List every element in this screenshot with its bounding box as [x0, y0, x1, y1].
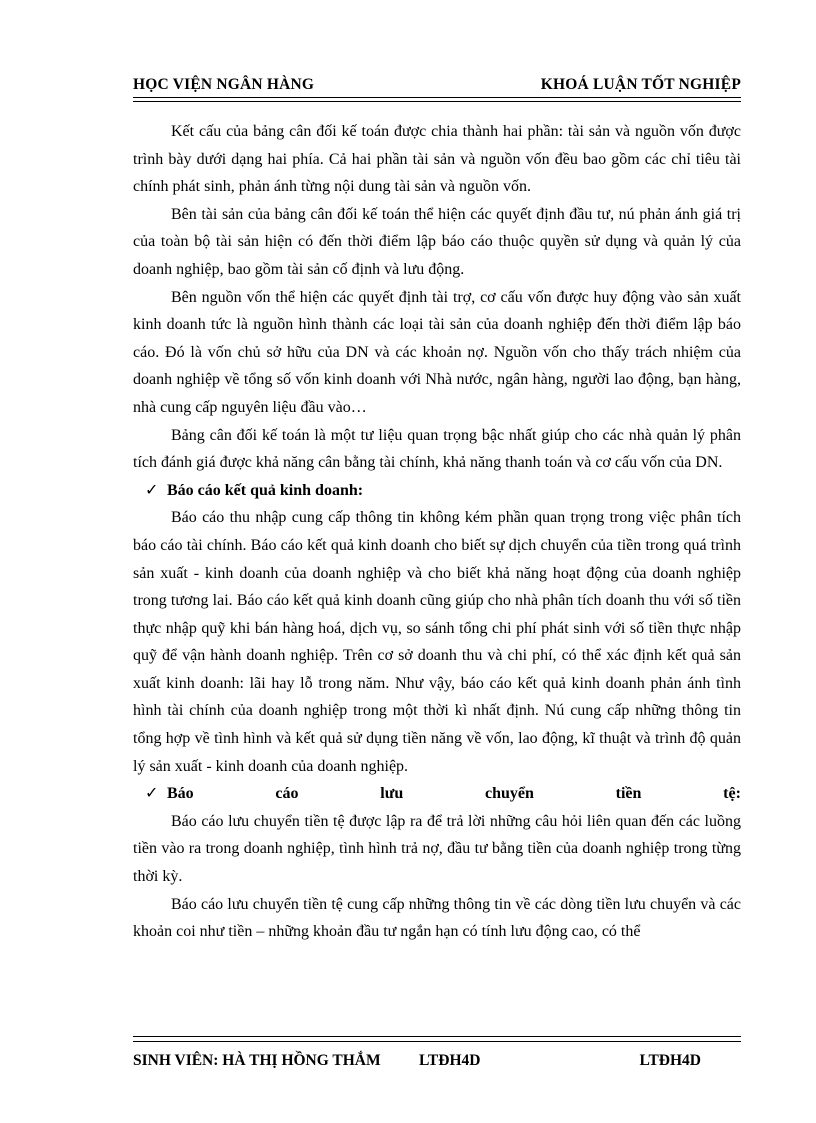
heading-word: tiền: [615, 785, 642, 803]
heading-income-statement: [133, 477, 741, 505]
paragraph-capital-side: Bên nguồn vốn thể hiện các quyết định tài trợ, cơ cấu vốn được huy động vào sản xuất kinh doanh tức là nguồn hình thành các loại tài sản của doanh nghiệp đến thời điểm lập báo cáo. Đó là vốn chủ sở hữu của DN và các khoản nợ. Nguồn vốn cho thấy trách nhiệm của doanh nghiệp về tổng số vốn kinh doanh với Nhà nước, ngân hàng, người lao động, bạn hàng, nhà cung cấp nguyên liệu đầu vào…: [133, 288, 741, 416]
heading-word: tệ:: [723, 785, 741, 803]
page-footer: [133, 1052, 741, 1076]
heading-cash-flow-statement-text: [167, 780, 741, 808]
document-body: [133, 118, 741, 946]
paragraph-cash-flow-information: Báo cáo lưu chuyển tiền tệ cung cấp những thông tin về các dòng tiền lưu chuyển và các khoản coi như tiền – những khoản đầu tư ngắn hạn có tính lưu động cao, có thể: [133, 895, 741, 941]
paragraph-balance-sheet-role: Bảng cân đối kế toán là một tư liệu quan trọng bậc nhất giúp cho các nhà quản lý phân tích đánh giá được khả năng cân bằng tài chính, khả năng thanh toán và cơ cấu vốn của DN.: [133, 426, 741, 472]
header-document-type: KHOÁ LUẬN TỐT NGHIỆP: [540, 76, 741, 93]
heading-word: chuyển: [484, 785, 534, 803]
paragraph-income-statement: Báo cáo thu nhập cung cấp thông tin không kém phần quan trọng trong việc phân tích báo cáo tài chính. Báo cáo kết quả kinh doanh cho biết sự dịch chuyển của tiền trong quá trình sản xuất - kinh doanh của doanh nghiệp và cho biết khả năng hoạt động của doanh nghiệp trong tương lai. Báo cáo kết quả kinh doanh cũng giúp cho nhà phân tích doanh thu với số tiền thực nhập quỹ khi bán hàng hoá, dịch vụ, so sánh tổng chi phí phát sinh với số tiền thực nhập quỹ để vận hành doanh nghiệp. Trên cơ sở doanh thu và chi phí, có thể xác định kết quả sản xuất kinh doanh: lãi hay lỗ trong năm. Như vậy, báo cáo kết quả kinh doanh phản ánh tình hình tài chính của doanh nghiệp trong một thời kì nhất định. Nú cung cấp những thông tin tổng hợp về tình hình và kết quả sử dụng tiền năng về vốn, lao động, kĩ thuật và trình độ quản lý sản xuất - kinh doanh của doanh nghiệp.: [133, 509, 741, 775]
heading-income-statement-text: Báo cáo kết quả kinh doanh:: [167, 481, 364, 499]
footer-class-code: LTĐH4D: [419, 1052, 481, 1069]
footer-class-code-secondary: LTĐH4D: [639, 1052, 701, 1069]
footer-student-name: SINH VIÊN: HÀ THỊ HỒNG THẮM: [133, 1052, 381, 1069]
paragraph-cash-flow-purpose: Báo cáo lưu chuyển tiền tệ được lập ra để trả lời những câu hỏi liên quan đến các luồng tiền vào ra trong doanh nghiệp, tình hình trả nợ, đầu tư bằng tiền của doanh nghiệp trong từng thời kỳ.: [133, 812, 741, 886]
heading-word: cáo: [275, 785, 299, 803]
checkmark-icon: ✓: [145, 481, 159, 499]
heading-word: lưu: [380, 785, 404, 803]
paragraph-assets-side: Bên tài sản của bảng cân đối kế toán thể hiện các quyết định đầu tư, nú phản ánh giá trị của toàn bộ tài sản hiện có đến thời điểm lập báo cáo thuộc quyền sử dụng và quản lý của doanh nghiệp, bao gồm tài sản cố định và lưu động.: [133, 205, 741, 278]
footer-rule: [133, 1036, 741, 1042]
header-rule: [133, 97, 741, 102]
heading-cash-flow-statement: [133, 780, 741, 808]
heading-word: Báo: [167, 785, 194, 803]
paragraph-balance-sheet-structure: Kết cấu của bảng cân đối kế toán được chia thành hai phần: tài sản và nguồn vốn được trình bày dưới dạng hai phía. Cả hai phần tài sản và nguồn vốn đều bao gồm các chỉ tiêu tài chính phát sinh, phản ánh từng nội dung tài sản và nguồn vốn.: [133, 123, 741, 196]
checkmark-icon: ✓: [145, 785, 159, 803]
header-institution: HỌC VIỆN NGÂN HÀNG: [133, 76, 315, 93]
page-header: [133, 70, 741, 94]
